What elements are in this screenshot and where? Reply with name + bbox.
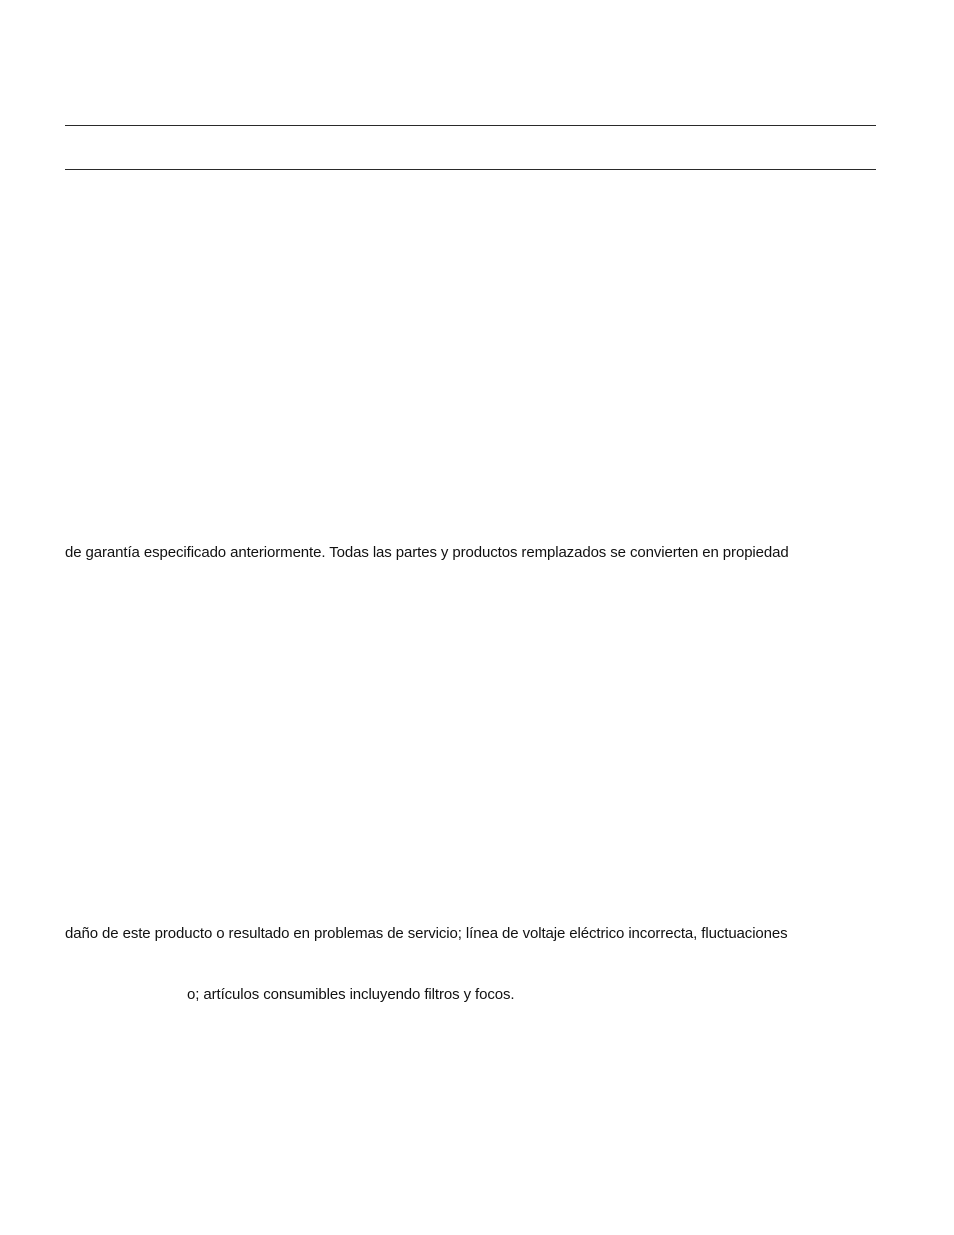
exclusions-text-line: daño de este producto o resultado en problemas de servicio; línea de voltaje eléctrico incorrecta, fluctuaciones	[65, 925, 788, 942]
header-rule-top	[65, 125, 876, 126]
warranty-text-line: de garantía especificado anteriormente. Todas las partes y productos remplazados se convierten en propiedad	[65, 544, 789, 561]
consumables-text-line: o; artículos consumibles incluyendo filtros y focos.	[187, 986, 515, 1003]
header-rule-bottom	[65, 169, 876, 170]
